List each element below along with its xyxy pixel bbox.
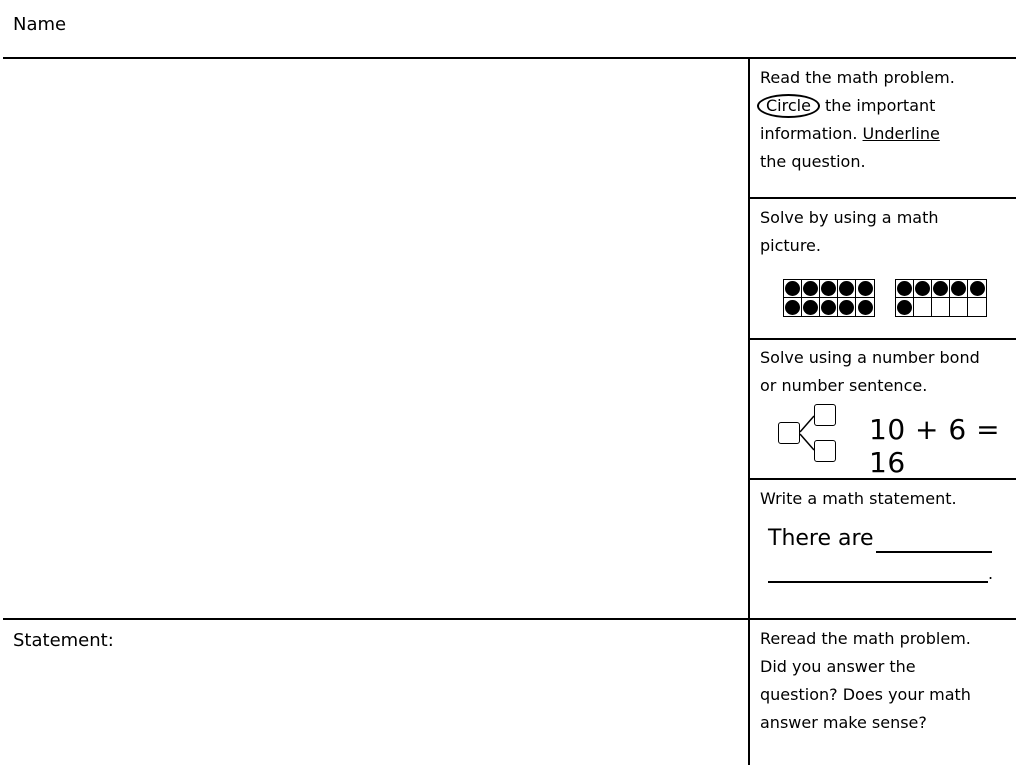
step-read-line-2 (760, 92, 1010, 120)
ten-frame-cell (856, 298, 874, 316)
sentence-period: . (988, 564, 994, 583)
step-statement (760, 485, 1010, 513)
answer-blank-2 (768, 581, 988, 583)
counter-dot (803, 281, 818, 296)
step-divider-1 (749, 197, 1016, 199)
number-bond-part-top-box (814, 404, 836, 426)
ten-frame-cell (838, 280, 856, 298)
step-reread-line-1: Reread the math problem. (760, 629, 971, 648)
column-divider (748, 57, 750, 765)
step-number-bond (760, 344, 1010, 400)
ten-frame-cell (856, 280, 874, 298)
answer-blank-1 (876, 551, 992, 553)
ten-frame-cell (896, 280, 914, 298)
counter-dot (785, 281, 800, 296)
counter-dot (897, 281, 912, 296)
step-statement-line-1: Write a math statement. (760, 489, 957, 508)
underlined-word: Underline (862, 124, 940, 143)
sentence-starter: There are (768, 526, 874, 551)
step-number-bond-line-1: Solve using a number bond (760, 348, 980, 367)
ten-frame-cell (784, 298, 802, 316)
step-read-line-3-start: information. (760, 124, 858, 143)
number-bond-whole-box (778, 422, 800, 444)
step-divider-2 (749, 338, 1016, 340)
ten-frame-cell (932, 280, 950, 298)
counter-dot (803, 300, 818, 315)
counter-dot (858, 281, 873, 296)
number-bond-part-bottom-box (814, 440, 836, 462)
step-number-bond-line-2: or number sentence. (760, 376, 928, 395)
counter-dot (821, 300, 836, 315)
step-reread-line-4: answer make sense? (760, 713, 927, 732)
number-sentence: 10 + 6 = 16 (869, 413, 1001, 479)
ten-frame-cell (802, 298, 820, 316)
step-read-line-2-rest: the important (825, 96, 936, 115)
step-picture-line-2: picture. (760, 236, 821, 255)
step-picture (760, 204, 1010, 260)
counter-dot (951, 281, 966, 296)
ten-frame-full (783, 279, 875, 317)
counter-dot (839, 281, 854, 296)
ten-frame-cell (968, 280, 986, 298)
counter-dot (858, 300, 873, 315)
statement-label: Statement: (13, 630, 114, 651)
step-read-line-3 (760, 120, 1010, 148)
step-reread (760, 625, 1010, 737)
counter-dot (839, 300, 854, 315)
step-read (760, 64, 1010, 176)
bottom-divider (3, 618, 1016, 620)
ten-frame-cell (820, 280, 838, 298)
counter-dot (970, 281, 985, 296)
counter-dot (785, 300, 800, 315)
name-label: Name (13, 14, 67, 35)
step-read-line-1: Read the math problem. (760, 68, 955, 87)
ten-frame-partial (895, 279, 987, 317)
ten-frame-cell (896, 298, 914, 316)
ten-frame-cell (950, 298, 968, 316)
work-area (3, 59, 748, 618)
ten-frame-cell (914, 298, 932, 316)
ten-frame-cell (914, 280, 932, 298)
counter-dot (897, 300, 912, 315)
counter-dot (915, 281, 930, 296)
ten-frame-cell (932, 298, 950, 316)
circled-word: Circle (757, 94, 820, 118)
step-read-line-4: the question. (760, 152, 866, 171)
ten-frame-cell (820, 298, 838, 316)
ten-frame-cell (838, 298, 856, 316)
step-picture-line-1: Solve by using a math (760, 208, 939, 227)
ten-frame-cell (968, 298, 986, 316)
ten-frame-cell (802, 280, 820, 298)
counter-dot (821, 281, 836, 296)
counter-dot (933, 281, 948, 296)
step-reread-line-3: question? Does your math (760, 685, 971, 704)
step-reread-line-2: Did you answer the (760, 657, 916, 676)
ten-frame-cell (784, 280, 802, 298)
ten-frame-cell (950, 280, 968, 298)
